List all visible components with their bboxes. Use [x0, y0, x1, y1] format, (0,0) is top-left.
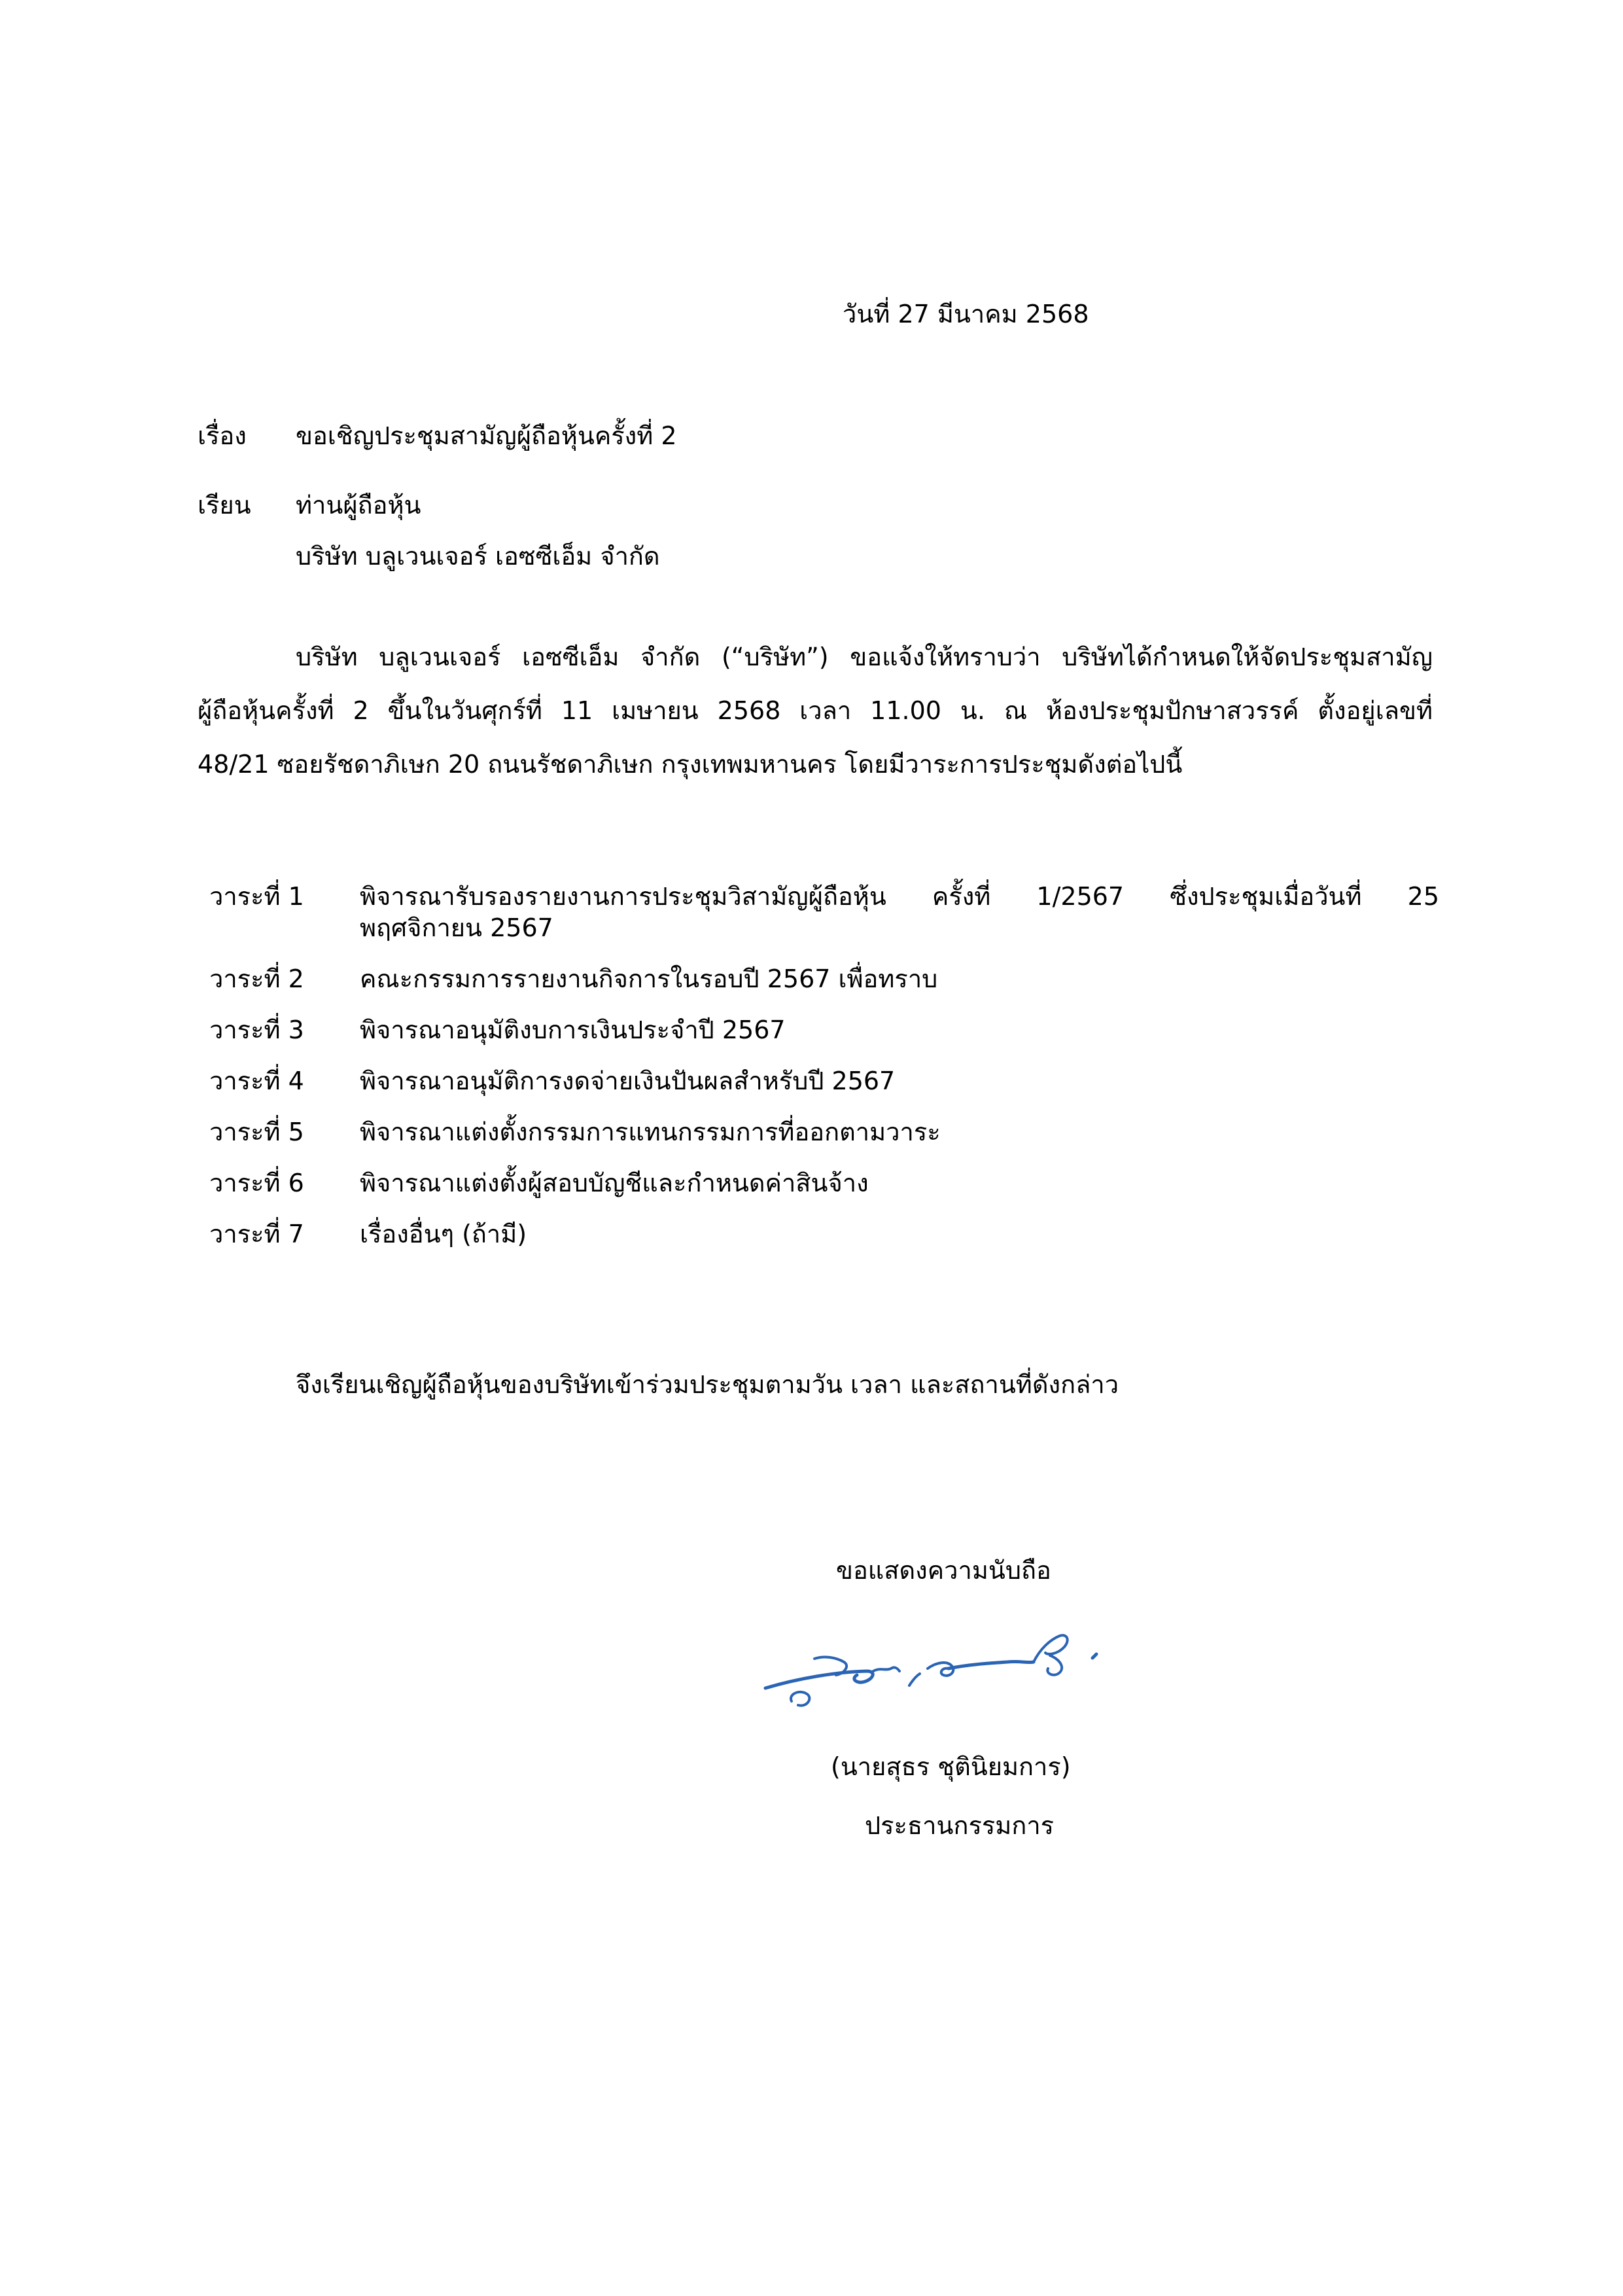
- agenda-text: [360, 1116, 1439, 1148]
- closing-sentence: จึงเรียนเชิญผู้ถือหุ้นของบริษัทเข้าร่วมประชุมตามวัน เวลา และสถานที่ดังกล่าว: [296, 1370, 1119, 1399]
- agenda-label: วาระที่ 6: [209, 1169, 304, 1197]
- body-line-1: บริษัท บลูเวนเจอร์ เอซซีเอ็ม จำกัด (“บริษัท”) ขอแจ้งให้ทราบว่า บริษัทได้กำหนดให้จัดประชุมสามัญ: [296, 643, 1433, 671]
- agenda-text-line: พิจารณาอนุมัติงบการเงินประจำปี 2567: [360, 1016, 786, 1044]
- signer-name: (นายสุธร ชุตินิยมการ): [831, 1752, 1071, 1781]
- handwritten-signature: [752, 1616, 1145, 1734]
- agenda-item: [209, 1014, 1439, 1046]
- agenda-item: [209, 881, 1439, 944]
- agenda-text-line: พฤศจิกายน 2567: [360, 913, 553, 942]
- agenda-item: [209, 1116, 1439, 1148]
- agenda-text: [360, 1218, 1439, 1250]
- agenda-item: [209, 1218, 1439, 1250]
- agenda-text-line: พิจารณาแต่งตั้งกรรมการแทนกรรมการที่ออกตามวาระ: [360, 1118, 941, 1146]
- recipient-label: เรียน: [198, 491, 251, 520]
- agenda-item: [209, 1065, 1439, 1097]
- agenda-text: [360, 1065, 1439, 1097]
- agenda-label: วาระที่ 7: [209, 1220, 304, 1248]
- letter-date: วันที่ 27 มีนาคม 2568: [843, 300, 1089, 328]
- agenda-item: [209, 963, 1439, 995]
- recipient-line-2: บริษัท บลูเวนเจอร์ เอซซีเอ็ม จำกัด: [296, 542, 660, 571]
- subject-label: เรื่อง: [198, 421, 247, 450]
- recipient-line-1: ท่านผู้ถือหุ้น: [296, 491, 421, 520]
- agenda-label: วาระที่ 1: [209, 882, 304, 911]
- body-line-3: 48/21 ซอยรัชดาภิเษก 20 ถนนรัชดาภิเษก กรุงเทพมหานคร โดยมีวาระการประชุมดังต่อไปนี้: [198, 750, 1183, 779]
- agenda-label: วาระที่ 3: [209, 1016, 304, 1044]
- agenda-text: [360, 1014, 1439, 1046]
- regards-line: ขอแสดงความนับถือ: [836, 1556, 1051, 1585]
- subject-text: ขอเชิญประชุมสามัญผู้ถือหุ้นครั้งที่ 2: [296, 421, 677, 450]
- signer-position: ประธานกรรมการ: [865, 1811, 1055, 1840]
- agenda-label: วาระที่ 4: [209, 1067, 304, 1095]
- agenda-text-line: คณะกรรมการรายงานกิจการในรอบปี 2567 เพื่อทราบ: [360, 964, 938, 993]
- agenda-text-line: พิจารณาแต่งตั้งผู้สอบบัญชีและกำหนดค่าสินจ้าง: [360, 1169, 869, 1197]
- agenda-text: [360, 1167, 1439, 1199]
- agenda-text: [360, 963, 1439, 995]
- agenda-list: [209, 881, 1439, 1269]
- agenda-text-line: พิจารณารับรองรายงานการประชุมวิสามัญผู้ถือหุ้น ครั้งที่ 1/2567 ซึ่งประชุมเมื่อวันที่ 25: [360, 882, 1439, 911]
- agenda-text: [360, 881, 1439, 944]
- agenda-item: [209, 1167, 1439, 1199]
- agenda-text-line: พิจารณาอนุมัติการงดจ่ายเงินปันผลสำหรับปี 2567: [360, 1067, 896, 1095]
- body-line-2: ผู้ถือหุ้นครั้งที่ 2 ขึ้นในวันศุกร์ที่ 11 เมษายน 2568 เวลา 11.00 น. ณ ห้องประชุมปักษาสวรรค์ ตั้งอยู่เลขที่: [198, 696, 1433, 725]
- agenda-text-line: เรื่องอื่นๆ (ถ้ามี): [360, 1220, 527, 1248]
- agenda-label: วาระที่ 2: [209, 964, 304, 993]
- agenda-label: วาระที่ 5: [209, 1118, 304, 1146]
